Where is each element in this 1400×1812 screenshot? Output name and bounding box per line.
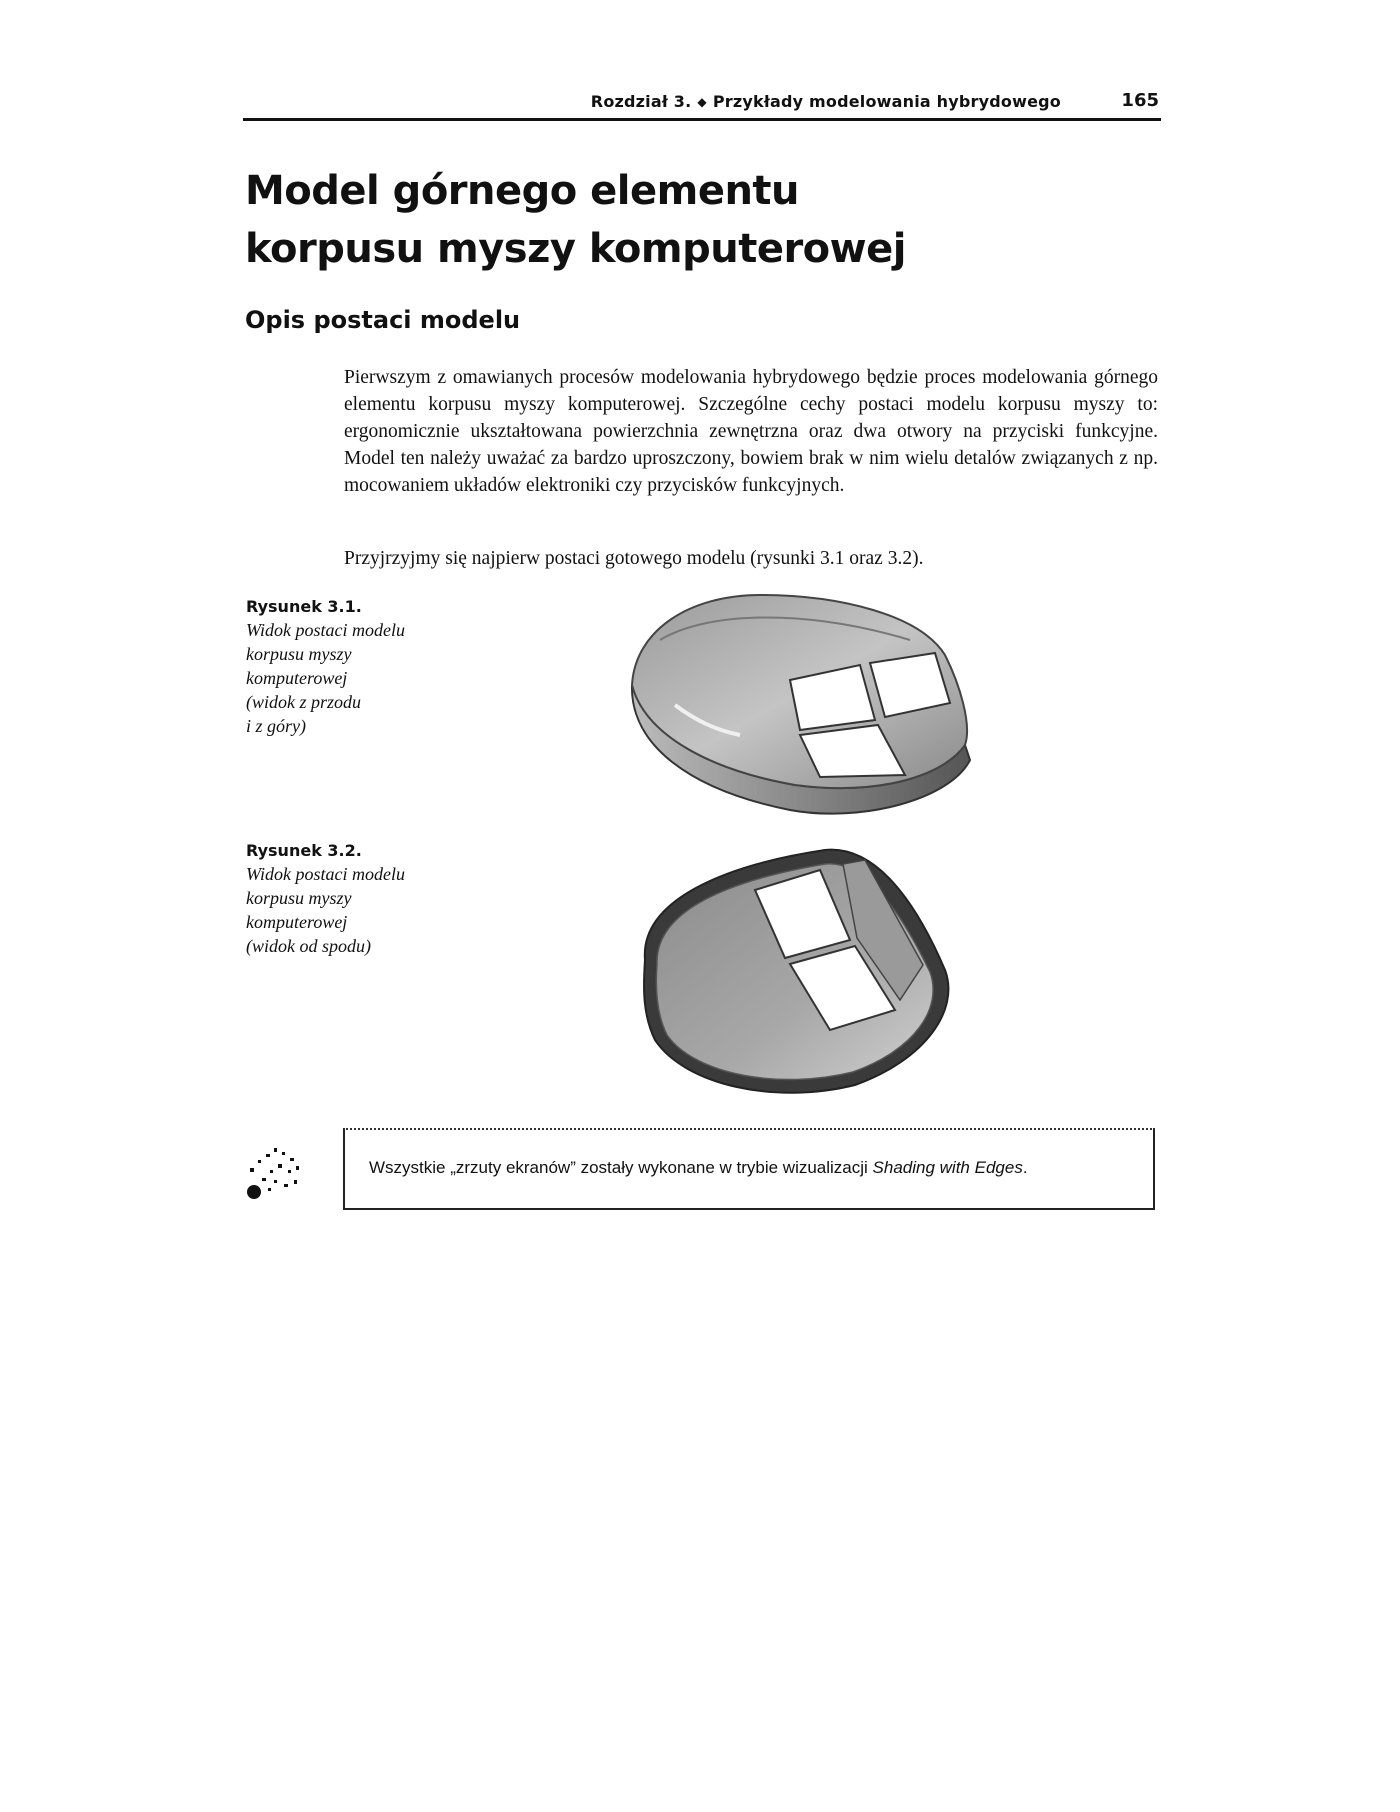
- caption-line: korpusu myszy: [246, 644, 352, 664]
- note-box: [343, 1128, 1155, 1210]
- caption-line: (widok z przodu: [246, 692, 362, 712]
- page-number: 165: [1121, 90, 1159, 111]
- title-line-1: Model górnego elementu: [245, 168, 800, 214]
- running-title: [591, 92, 1061, 111]
- caption-line: komputerowej: [246, 912, 348, 932]
- figure-3-1-image: [620, 585, 980, 820]
- caption-line: i z góry): [246, 716, 306, 736]
- note-text-before: Wszystkie „zrzuty ekranów” zostały wykonane w trybie wizualizacji: [369, 1158, 873, 1177]
- title-line-2: korpusu myszy komputerowej: [245, 226, 906, 272]
- figure-label: Rysunek 3.1.: [246, 597, 362, 616]
- body-paragraph-1: Pierwszym z omawianych procesów modelowania hybrydowego będzie proces modelowania górnego elementu korpusu myszy komputerowej. Szczególne cechy postaci modelu korpusu myszy to: ergonomicznie ukształtowana powierzchnia zewnętrzna oraz dwa otwory na przyciski funkcyjne. Model ten należy uważać za bardzo uproszczony, bowiem brak w nim wielu detalów związanych z np. mocowaniem układów elektroniki czy przycisków funkcyjnych.: [344, 367, 1158, 496]
- page-title: [245, 162, 1145, 278]
- section-label: Przykłady modelowania hybrydowego: [712, 92, 1061, 111]
- figure-caption-3-2: [246, 840, 446, 958]
- figure-caption-3-1: [246, 596, 446, 738]
- figure-3-2-image: [625, 840, 975, 1100]
- caption-line: Widok postaci modelu: [246, 864, 405, 884]
- note-text-after: .: [1022, 1158, 1028, 1177]
- chapter-label: Rozdział 3.: [590, 92, 692, 111]
- caption-line: Widok postaci modelu: [246, 620, 405, 640]
- note-icon: [244, 1140, 314, 1200]
- section-heading: Opis postaci modelu: [245, 306, 521, 334]
- running-header: [243, 88, 1161, 121]
- body-paragraph-2: Przyjrzyjmy się najpierw postaci gotowego modelu (rysunki 3.1 oraz 3.2).: [344, 548, 924, 569]
- caption-line: korpusu myszy: [246, 888, 352, 908]
- note-text: [369, 1158, 1028, 1178]
- figure-label: Rysunek 3.2.: [246, 841, 362, 860]
- caption-line: (widok od spodu): [246, 936, 371, 956]
- note-text-emphasis: Shading with Edges: [872, 1158, 1023, 1177]
- diamond-separator-icon: ◆: [697, 95, 707, 109]
- caption-line: komputerowej: [246, 668, 348, 688]
